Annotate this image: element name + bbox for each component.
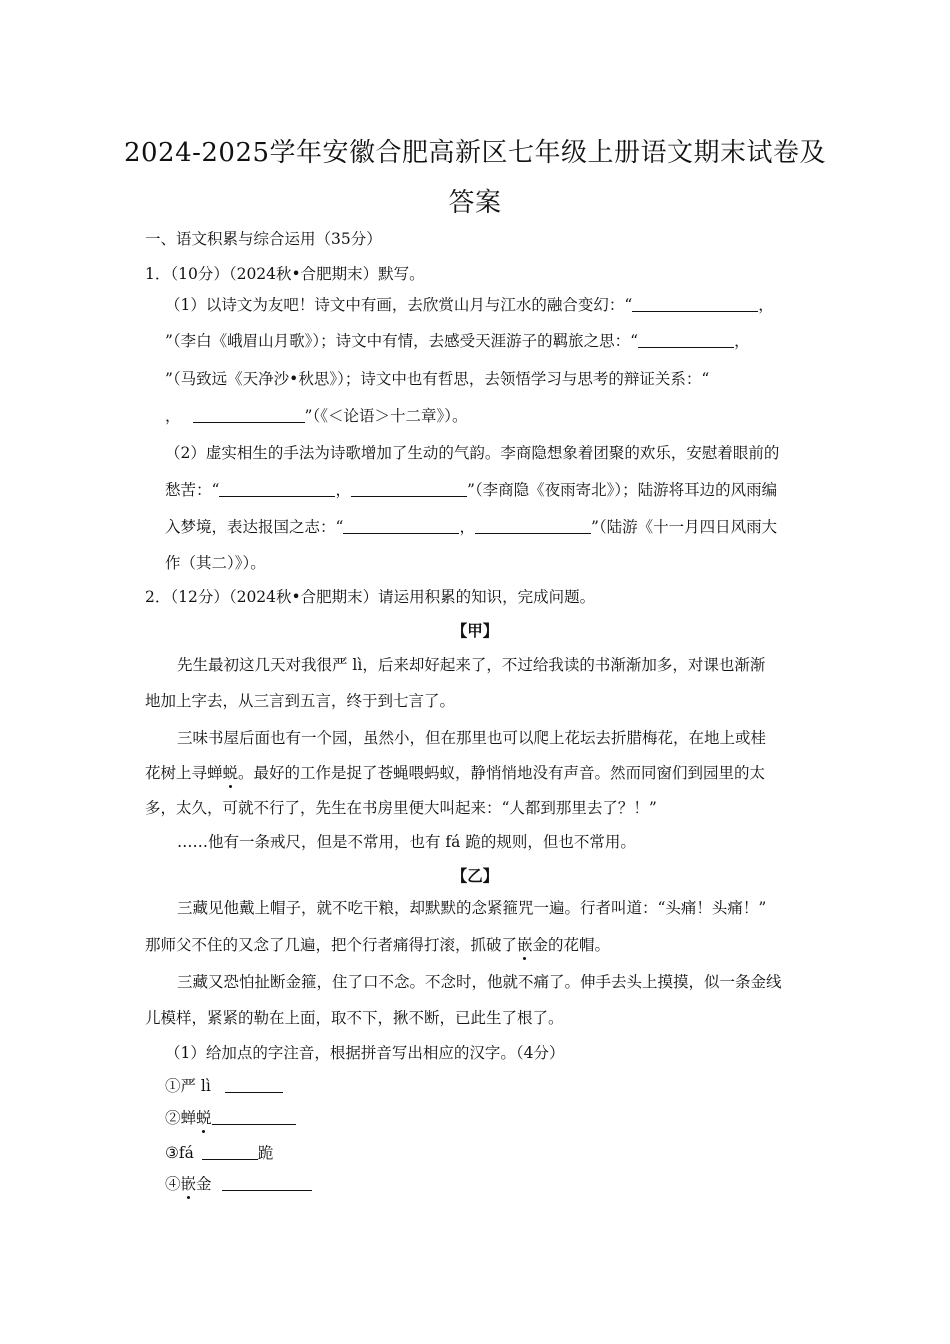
sub-item-1	[165, 1074, 283, 1096]
question-2-heading: 2．（12分）（2024秋•合肥期末）请运用积累的知识，完成问题。	[145, 588, 596, 606]
q1-part1-line4	[165, 404, 467, 426]
q1-p1-text-b: ，	[758, 296, 774, 314]
q1-p1-text-a: （1）以诗文为友吧！诗文中有画，去欣赏山月与江水的融合变幻：“	[165, 296, 633, 314]
answer-blank[interactable]	[193, 407, 305, 424]
yi-para2-line1: 三藏又恐怕扯断金箍，住了口不念。不念时，他就不痛了。伸手去头上摸摸，似一条金线	[177, 973, 782, 991]
text-run: 那师父不住的又念了几遍，把个行者痛得打滚，抓破了	[145, 936, 518, 954]
q1-p1-text-f: ，	[165, 407, 181, 425]
text-run: 花树上寻蝉	[145, 764, 223, 782]
yi-para2-line2: 儿模样，紧紧的勒在上面，取不下，揪不断，已此生了根了。	[145, 1009, 564, 1027]
q1-p2-text-g: ”（陆游《十一月四日风雨大	[590, 518, 778, 536]
q1-p2-text-c: ，	[335, 481, 351, 499]
q1-p2-text-e: 入梦境，表达报国之志：“	[165, 518, 344, 536]
passage-yi-label: 【乙】	[451, 866, 499, 885]
item-label: ①严 lì	[165, 1077, 211, 1095]
dotted-char: 蜕	[196, 1109, 212, 1127]
dotted-char: 嵌	[180, 1175, 197, 1193]
jia-para2-line1: 三味书屋后面也有一个园，虽然小，但在那里也可以爬上花坛去折腊梅花，在地上或桂	[177, 729, 767, 747]
jia-para1-line1: 先生最初这几天对我很严 lì，后来却好起来了，不过给我读的书渐渐加多，对课也渐渐	[177, 656, 766, 674]
dotted-char: 蜕	[222, 764, 239, 782]
q1-p2-text-f: ，	[459, 518, 475, 536]
sub-question-1-heading: （1）给加点的字注音，根据拼音写出相应的汉字。（4分）	[165, 1044, 565, 1062]
answer-blank[interactable]	[343, 518, 459, 535]
q1-part2-line4: 作（其二）》）。	[165, 554, 266, 572]
item-label: ③fá	[165, 1144, 194, 1162]
answer-blank[interactable]	[638, 332, 734, 349]
jia-para3: ……他有一条戒尺，但是不常用，也有 fá 跪的规则，但也不常用。	[177, 833, 636, 851]
q1-p1-text-g: ”（《＜论语＞十二章》）。	[304, 407, 468, 425]
text-run: 金的花帽。	[532, 936, 611, 954]
q1-p1-text-c: ”（李白《峨眉山月歌》）；诗文中有情，去感受天涯游子的羁旅之思：“	[165, 332, 639, 350]
item-label: 跪	[257, 1144, 274, 1162]
sub-item-4	[165, 1172, 312, 1194]
jia-para2-line3: 多，太久，可就不行了，先生在书房里便大叫起来：“人都到那里去了？！”	[145, 799, 657, 817]
sub-item-2	[165, 1106, 296, 1128]
q1-p2-text-d: ”（李商隐《夜雨寄北》）；陆游将耳边的风雨编	[466, 481, 778, 499]
question-1-heading: 1．（10分）（2024秋•合肥期末）默写。	[145, 265, 425, 283]
jia-para2-line2	[145, 761, 765, 783]
answer-blank[interactable]	[351, 481, 467, 498]
q1-part2-line1: （2）虚实相生的手法为诗歌增加了生动的气韵。李商隐想象着团聚的欢乐，安慰着眼前的	[165, 444, 780, 462]
answer-blank[interactable]	[202, 1144, 258, 1161]
answer-blank[interactable]	[212, 1109, 296, 1126]
item-label: ④	[165, 1175, 181, 1193]
yi-para1-line1: 三藏见他戴上帽子，就不吃干粮，却默默的念紧箍咒一遍。行者叫道：“头痛！头痛！”	[177, 899, 767, 917]
sub-item-3	[165, 1141, 273, 1163]
doc-title-line1: 2024-2025学年安徽合肥高新区七年级上册语文期末试卷及	[123, 138, 827, 168]
q1-part1-line1	[165, 293, 774, 315]
q1-part1-line3: ”（马致远《天净沙•秋思》）；诗文中也有哲思，去领悟学习与思考的辩证关系：“	[165, 370, 710, 388]
q1-part1-line2	[165, 329, 750, 351]
dotted-char: 嵌	[517, 936, 533, 954]
section-heading: 一、语文积累与综合运用（35分）	[145, 230, 382, 248]
q1-part2-line2	[165, 478, 777, 500]
text-run: 。最好的工作是捉了苍蝇喂蚂蚁，静悄悄地没有声音。然而同窗们到园里的太	[238, 764, 766, 782]
answer-blank[interactable]	[475, 518, 591, 535]
yi-para1-line2	[145, 933, 610, 955]
answer-blank[interactable]	[222, 1175, 312, 1192]
answer-blank[interactable]	[225, 1077, 283, 1094]
answer-blank[interactable]	[219, 481, 335, 498]
q1-p1-text-d: ，	[734, 332, 750, 350]
q1-part2-line3	[165, 515, 777, 537]
item-label: 金	[196, 1175, 212, 1193]
answer-blank[interactable]	[632, 296, 758, 313]
doc-title-line2: 答案	[448, 188, 502, 218]
item-label: ②蝉	[165, 1109, 197, 1127]
jia-para1-line2: 地加上字去，从三言到五言，终于到七言了。	[145, 692, 456, 710]
passage-jia-label: 【甲】	[451, 621, 499, 640]
q1-p2-text-b: 愁苦：“	[165, 481, 220, 499]
